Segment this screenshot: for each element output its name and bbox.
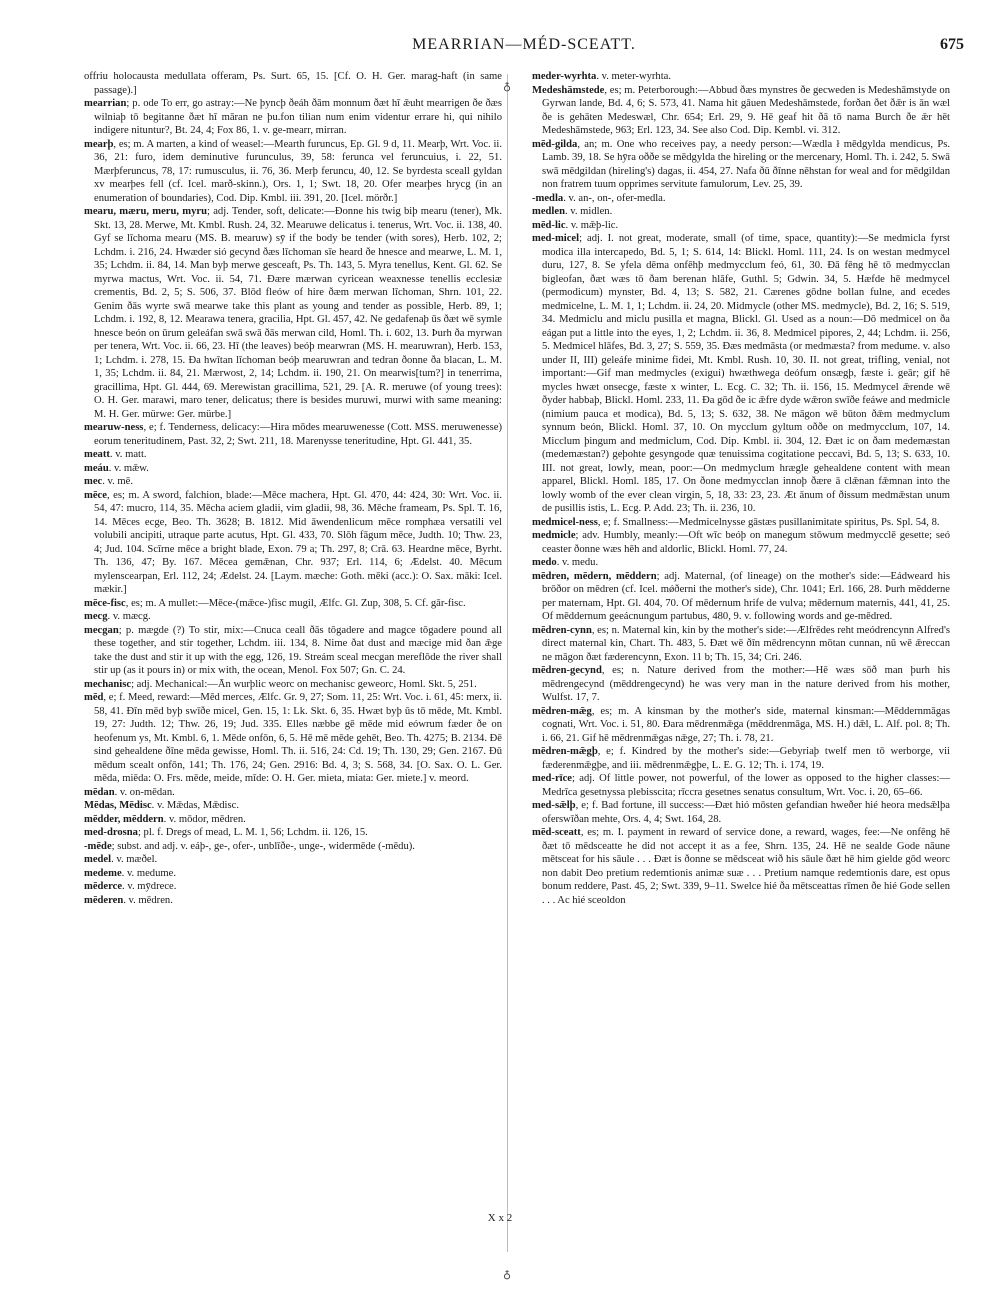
entry-headword: med-rīce [532, 773, 572, 784]
entry-text: ; adj. Tender, soft, delicate:—Ðonne his twig biþ mearu (tener), Mk. Skt. 13, 28. Merwe, Mt. Kmbl. Rush. 24, 32. Mearuwe delicatus i. tenerus, Wrt. Voc. ii. 138, 40. Gyf se līchoma mearu (MS. B. mearuw) sȳ if the body be tender (with sores), Herb. 102, 2; Lchdm. i. 216, 24. Hwæder sió gecynd ðæs līchoman sīe heard ðe hnesce and mearwe, L. M. 1, 35; Lchdm. ii. 84, 14. Man byþ merwe gesceaft, Ps. Th. 143, 5. Myra tenellus, Kent. Gl. 62. Se myrwa mactus, Wrt. Voc. ii. 54, 71. Ðære mærwan cyricean weaxnesse tenellis ecclesiæ crementis, Bd. 2, 5; S. 506, 37. Blōd fleów of hire ðæm merwan līchoman, Shrn. 101, 22. Genim ðās wyrte swā mearwe take this plant as young and tender as possible, Herb. 89, 1; Lchdm. i. 192, 8, 12. Mearawa tenera, gracilia, Hpt. Gl. 457, 42. Ne gedafenaþ ūs ðæt wē symle hnesce beón on ūrum geleáfan swā swā ðās merwan cild, Homl. Th. i. 602, 13. Þurh ða myrwan per tenera, Wrt. Voc. ii. 66, 23. Hī (the leaves) beóþ mearwran (MS. H. mearuwran), Herb. 153, 1; Lchdm. i. 278, 15. Ða hwītan līchoman beóþ mearuwran and tedran ðonne ða blacan, L. M. 1, 35; Lchdm. ii. 84, 21. Mærwost, 2, 14; Lchdm. ii. 190, 21. On mearwis[tum?] in tenerrima, gracillima, Hpt. Gl. 444, 69. Merewistan gracillima, 521, 29. [A. R. meruwe (of young trees): O. H. Ger. marawi, maro tener, delicatus; there is besides muruwi, murwi with same meaning: M. H. Ger. mürwe: Ger. mürbe.] [94, 206, 502, 420]
dictionary-entry [84, 448, 502, 462]
entry-headword: mearrian [84, 98, 127, 109]
running-title: MEARRIAN—MÉD-SCEATT. [412, 36, 636, 53]
dictionary-entry [532, 556, 950, 570]
dictionary-entry [532, 192, 950, 206]
dictionary-entry [84, 840, 502, 854]
dictionary-entry [84, 475, 502, 489]
entry-text: , e; f. Tenderness, delicacy:—Hira mōdes mearuwenesse (Cott. MSS. meruwenesse) eorum teneritudinem, Past. 32, 2; Swt. 211, 18. Marenysse teneritudine, Hpt. Gl. 441, 35. [94, 422, 502, 447]
dictionary-entry [84, 678, 502, 692]
entry-text: . v. an-, on-, ofer-medla. [563, 192, 666, 204]
entry-text: , es; m. A mullet:—Mēce-(mǣce-)fisc mugil, Ælfc. Gl. Zup, 308, 5. Cf. gār-fisc. [125, 597, 466, 609]
dictionary-entry [532, 772, 950, 799]
dictionary-entry [532, 232, 950, 516]
right-column [532, 70, 950, 907]
dictionary-entry [532, 138, 950, 192]
entry-headword: mēdren, mēdern, mēddern [532, 570, 657, 582]
entry-headword: medmicel-ness [532, 516, 598, 528]
entry-text: . v. mōdor, mēdren. [163, 813, 246, 825]
dictionary-entry [532, 84, 950, 138]
entry-text: . v. mē. [102, 476, 134, 487]
entry-text: . v. midlen. [564, 206, 613, 217]
entry-text: , es; m. A kinsman by the mother's side, maternal kinsman:—Mēddernmāgas cognati, Wrt. Voc. i. 51, 80. Ðara mēdrenmǣga (mēddrenmāga, MS. H.) dǣl, L. Alf. pol. 8; Th. i. 66, 21. Gif hē mēdrenmǣgas nǣge, 27; Th. i. 78, 21. [542, 705, 950, 744]
dictionary-entry [84, 799, 502, 813]
page-number: 675 [940, 36, 964, 53]
dictionary-entry [84, 691, 502, 786]
entry-text: ; subst. and adj. v. eáþ-, ge-, ofer-, unblīðe-, unge-, widermēde (-mēdu). [111, 840, 415, 852]
entry-headword: mearu, mæru, meru, myru [84, 206, 208, 217]
entry-headword: mechanisc [84, 678, 132, 690]
dictionary-entry [84, 826, 502, 840]
dictionary-entry [532, 570, 950, 624]
entry-headword: mēdren-mǣgþ [532, 746, 598, 757]
dictionary-entry [84, 70, 502, 97]
entry-headword: mēdren-cynn [532, 624, 592, 636]
entry-text: , e; f. Kindred by the mother's side:—Gebyriaþ twelf men tō werborge, vii fæderenmǣgþe, and iii. mēdrenmǣgþe, L. E. G. 12; Th. i. 174, 19. [542, 746, 950, 771]
entry-headword: Medeshāmstede [532, 84, 605, 96]
entry-text: . v. mæðel. [111, 854, 158, 865]
running-head [84, 36, 964, 58]
entry-headword: mearuw-ness [84, 422, 144, 433]
entry-headword: mec [84, 476, 103, 487]
entry-text: ; p. ode To err, go astray:—Ne þyncþ ðeáh ðām monnum ðæt hī ǣuht mearrigen ðe ðæs wilniaþ tō begitanne ðæt hī māran ne þu.fon tilian num enim videntur errare hi, qui nihilo indigere nituntur?, Bt. 24, 4; Fox 86, 1. v. ge-mearr, mirran. [94, 98, 502, 136]
entry-headword: mēd-gilda [532, 138, 578, 150]
entry-headword: mecg [84, 611, 108, 622]
entry-text: ; pl. f. Dregs of mead, L. M. 1, 56; Lchdm. ii. 126, 15. [137, 827, 368, 838]
dictionary-entry [532, 529, 950, 556]
entry-headword: medlen [532, 206, 565, 217]
entry-headword: mecgan [84, 624, 119, 636]
entry-headword: medeme [84, 867, 122, 879]
entry-text: , e; f. Meed, reward:—Mēd merces, Ælfc. Gr. 9, 27; Som. 11, 25: Wrt. Voc. i. 61, 45: merx, ii. 58, 41. Ðīn mēd byþ swīðe micel, Gen. 15, 1: Lk. Skt. 6, 35. Hwæt byþ ūs tō mēde, Mt. Kmbl. 19, 27: Judth. 12; Thw. 26, 19; Jud. 335. Elles næbbe gē mēde mid eówrum fæder ðe on heofenum ys, Mt. Kmbl. 6, 1. Mēde onfōn, 6, 5. Hē mē mēde gehēt, Beo. Th. 4275; B. 2134. Ðē sind gehealdene ðīne mēda gewisse, Homl. Th. ii. 516, 24: Cd. 19; Th. 130, 29; Gen. 2167. Ðū mēdum scealt onfōn, 141; Th. 176, 24; Gen. 2916: Bd. 4, 3; S. 568, 34. [O. Sax. O. L. Ger. mēda, miēda: O. Frs. mēde, meide, mīde: O. H. Ger. mieta, miata: Ger. miete.] v. meord. [94, 692, 502, 784]
entry-text: , es; m. Peterborough:—Abbud ðæs mynstres ðe gecweden is Medeshāmstyde on Gyrwan lande, Bd. 4, 6; S. 573, 41. Nama hit gāuen Medeshāmstede, forðan ðet ðǣr is ān wæl ðe is gehāten Medeswæl, Chr. 654; Erl. 29, 9. Hē geaf hit ðā tō nama Burch ðe ǣr hēt Medeshāmstede, 963; Erl. 123, 34. See also Cod. Dip. Kembl. vi. 312. [542, 84, 950, 136]
entry-headword: med-drosna [84, 827, 138, 838]
entry-text: ; adv. Humbly, meanly:—Oft wīc beóþ on manegum stōwum medmycclē gesette; seó ceaster ðonne wæs hēh and aldorlic, Blickl. Homl. 77, 24. [542, 530, 950, 555]
gutter-ornament-icon: ♁ [502, 1269, 512, 1281]
entry-text: ; p. mægde (?) To stir, mix:—Cnuca ceall ðās tōgadere and magce tōgadere pound all these together, and stir together, Lchdm. iii. 134, 8. Nime ðat dust and mæcige mid ðan ǣge take the dust and stir it up with the egg, 126, 19. Streám sceal mecgan mereflōde the river shall stir up (as it pours in) or mix with, the ocean, Menol. Fox 507; Gn. C. 24. [94, 624, 502, 676]
entry-headword: med-sǣlþ [532, 800, 576, 811]
entry-text: , es; n. Maternal kin, kin by the mother's side:—Ælfrēdes reht meódrencynn Alfred's direct maternal kin, Chart. Th. 483, 5. Ðæt wē ðīn mēdrencynn mōtan cunnan, nū wē ǣreccan ne māgon ðæt fæderencynn, Exon. 11 b; Th. 15, 34; Cri. 246. [542, 624, 950, 663]
entry-headword: mēce [84, 489, 107, 501]
entry-headword: mēd-lic [532, 219, 566, 231]
entry-text: , es; n. Nature derived from the mother:—Hē wæs sōð man þurh his mēdrengecynd (mēddrengecynd) he was very man in the nature derived from his mother, Wulfst. 17, 7. [542, 665, 950, 703]
entry-headword: mēderce [84, 881, 123, 892]
dictionary-entry [84, 97, 502, 138]
dictionary-entry [84, 853, 502, 867]
dictionary-entry [84, 597, 502, 611]
entry-text: , an; m. One who receives pay, a needy person:—Wædla ł mēdgylda mendicus, Ps. Lamb. 39, 18. Se hȳra oððe se mēdgylda the hireling or the mercenary, Homl. Th. i. 242, 5. Swā swā mēdgildan (hireling's) dagas, ii. 454, 27. Nafa ðū ðīnne nēhstan for weal and for mēdgildan non fratrem tuum opprimes servitute famulorum, Lev. 25, 39. [542, 138, 950, 190]
entry-text: ; adj. Maternal, (of lineage) on the mother's side:—Eádweard his brōðor on mēdren (cf. Icel. mǿðerni the mother's side), Chr. 1041; Erl. 166, 28. Þurh mēdderne per maternam, Hpt. Gl. 404, 70. Of mēdernum hrife de vulva; mēdernum maternis, 441, 41, 25. Of mēddernum geeácnungum partubus, 480, 9. v. following words and ge-mēdred. [542, 570, 950, 622]
dictionary-entry [532, 826, 950, 907]
entry-headword: mēdren-mǣg [532, 705, 592, 717]
entry-headword: -mēde [84, 840, 112, 852]
entry-text: . v. mǣþ-lic. [565, 219, 619, 231]
entry-text: , e; f. Bad fortune, ill success:—Ðæt hió mōsten gefandian hweðer hié heora medsǣlþa oferswīðan mehte, Ors. 4, 4; Swt. 164, 28. [542, 800, 950, 825]
dictionary-entry [84, 489, 502, 597]
entry-headword: meáu [84, 462, 109, 474]
entry-headword: mearþ [84, 138, 114, 150]
dictionary-entry [532, 664, 950, 705]
dictionary-entry [84, 813, 502, 827]
gutter-ornament-icon: ♁ [502, 81, 512, 93]
entry-headword: mēdder, mēddern [84, 813, 164, 825]
dictionary-entry [532, 205, 950, 219]
dictionary-entry [532, 705, 950, 746]
entry-text: , es; m. I. payment in reward of service done, a reward, wages, fee:—Ne onfēng hē ðæt tō mēdsceatte he did not accept it as a fee, Shrn. 135, 24. Hē ne sealde Gode nāune mētsceat for his sāule . . . Ðæt is ðonne se mēdsceat wið his sāule ðæt hē him gielde gōd weorc non dabit Deo pretium redemtionis animæ suæ . . . Pretium namque redemtionis dare, est opus bonum reddere, Past. 45, 2; Swt. 339, 9–11. Swelce hié ða mētsceattas rīmen ðe hié Gode sellen . . . Ac hié sceoldon [542, 827, 950, 906]
entry-headword: mēd-sceatt [532, 827, 581, 838]
entry-text: ; adj. I. not great, moderate, small (of time, space, quantity):—Se medmicla fyrst modica illa intercapedo, Bd. 5, 1; S. 614, 14: Blickl. Homl. 111, 24. Is on westan medmycel duru, 127, 8. Se yfela dēma onfēhþ medmycclum feó, 61, 30. Ðā fēng hē tō medmycclan bigleofan, ðæt wæs tō ðam berenan hlāfe, Guthl. 5; Gdwin. 34, 5. Hæfde hē medmycel (permodicum) mynster, Bd. 4, 13; S. 582, 21. Cærenes gōdne bollan fulne, and ecedes medmicelne, L. M. 1, 1; Lchdm. ii. 24, 20. Midmycle (other MS. medmycle), Bd. 2, 16; S. 519, 34. Medmiclu and miclu pusilla et magna, Blickl. Gl. Used as a noun:—Dō medmicel on ða eágan put a little into the eyes, 1, 2; Lchdm. ii. 36, 8. Medmicel pipores, 2, 44; Lchdm. ii. 256, 5. Medmicel hlāfes, Bd. 3, 27; S. 559, 35. Ðæs medmāsta (or medmæsta? from medume. v. also under II, III) geleáfe minime fidei, Mt. Kmbl. Rush. 10, 30. II. not great, trifling, venial, not important:—Gif man medmycles (exigui) hwæthwega deófum onsægþ, fæste i. geār; gif hē mycles hwæt onsecge, fæste x winter, L. Ecg. C. 32; Th. ii. 156, 15. Medmycel ǣrende wē ðyder habbaþ, Blickl. Homl. 233, 11. Ða gōd ðe ic ǣfre dyde wǣron swīðe feáwe and medmicle (nimium pauca et modica), Bd. 5, 13; S. 632, 38. Ne māgon wē būton ðǣm medmyclum synnum beón, Blickl. Homl. 37, 10. On mycclum gyltum oððe on medmycclum, 107, 14. Micclum þingum and medmiclum, Cod. Dip. Kmbl. ii. 304, 12. Ðæt ic on ðam medemæstan (medemæstan?) geþohte gesyngode quæ tenuissima cogitatione peccavi, Bd. 5, 13; S. 633, 10. III. not great, lowly, mean, poor:—On medmyclum hrægle gehealdene content with mean apparel, Blickl. Homl. 185, 17. On ðone medmycclan innoþ ðære ā clǣnan fǣmnan into the lowly womb of the ever clean virgin, 5, 18, 33: 23, 23. Æt ānum of ðissum medmǣstan unum de pusillis istis, L. Ecg. P. Add. 23; Th. ii. 236, 10. [542, 233, 950, 514]
dictionary-entry [532, 70, 950, 84]
entry-headword: mēdan [84, 786, 115, 798]
dictionary-entry [84, 624, 502, 678]
entry-headword: -medla [532, 192, 564, 204]
dictionary-entry [84, 138, 502, 206]
entry-headword: medel [84, 854, 112, 865]
dictionary-entry [84, 786, 502, 800]
dictionary-entry [84, 880, 502, 894]
entry-headword: mēd [84, 692, 104, 703]
entry-text: ; adj. Mechanical:—Ān wurþlic weorc on mechanisc geweorc, Homl. Skt. 5, 251. [131, 678, 477, 690]
dictionary-entry [532, 745, 950, 772]
entry-headword: meatt [84, 449, 110, 460]
left-column [84, 70, 502, 907]
dictionary-entry [84, 894, 502, 908]
entry-text: , e; f. Smallness:—Medmicelnysse gāstæs pusillanimitate spiritus, Ps. Spl. 54, 8. [597, 516, 940, 528]
entry-text: offriu holocausta medullata offeram, Ps. Surt. 65, 15. [Cf. O. H. Ger. marag-haft (in same passage).] [84, 71, 502, 96]
entry-text: . v. mǣw. [108, 462, 149, 474]
entry-text: , es; m. A sword, falchion, blade:—Mēce machera, Hpt. Gl. 470, 44: 424, 30: Wrt. Voc. ii. 54, 47: mucro, 114, 35. Mēcha aciem gladii, vim gladii, 98, 36. Mēche frameam, Ps. Spl. T. 16, 14. Mēces ecge, Beo. Th. 3628; B. 1812. Mid āwendenlicum mēce romphæa versatili vel volubili ancipiti, utraque parte acutus, Hpt. Gl. 433, 70. Slōh fāgum mēce, Judth. 10; Thw. 23, 4; Jud. 104. Scīrne mēce a bright blade, Exon. 79 a; Th. 297, 8; Crā. 63. Heardne mēce, Byrht. Th. 136, 47; By. 167. Mēcea gemǣnan, Chr. 937; Erl. 114, 6; Ædelst. 40. Mēcum mylenscearpan, Erl. 112, 24; Ædelst. 24. [Laym. mæche: Goth. mēki (acc.): O. Sax. māki: Icel. mækir.] [94, 489, 502, 595]
column-rule [507, 74, 508, 1252]
entry-text: . v. medume. [121, 867, 176, 879]
entry-headword: mēce-fisc [84, 597, 126, 609]
entry-headword: med-micel [532, 233, 580, 244]
dictionary-entry [84, 205, 502, 421]
entry-text: . v. medu. [556, 557, 599, 568]
entry-text: . v. mȳdrece. [122, 881, 177, 892]
dictionary-entry [532, 219, 950, 233]
entry-headword: medmicle [532, 530, 576, 541]
dictionary-entry [532, 624, 950, 665]
entry-text: . v. meter-wyrhta. [596, 71, 672, 82]
signature-mark: X x 2 [487, 1212, 513, 1224]
entry-text: , es; m. A marten, a kind of weasel:—Mearth furuncus, Ep. Gl. 9 d, 11. Mearþ, Wrt. Voc. ii. 36, 21: furo, idem deminutive furunculus, 39, 58: ferunca vel feruncuius, i. 22, 51. Mærþferuncus, 78, 17: rumusculus, ii. 76, 36. Merþ feruncu, 40, 12. Se byrdesta sceall gyldan xv mearþes fell (cf. Icel. marð-skinn.), Ors. 1, 1; Swt. 18, 20. Ofer mearþes hrycg (in an enumeration of boundaries), Cod. Dip. Kmbl. iii. 391, 20. [Icel. mörðr.] [94, 138, 502, 204]
entry-text: ; adj. Of little power, not powerful, of the lower as opposed to the higher classes:—Medrīca gesetnyssa plebisscita; rīccra gesetnes senatus consultum, Wrt. Voc. i. 20, 65–66. [542, 773, 950, 798]
entry-text: . v. matt. [109, 449, 147, 460]
entry-text: . v. mēdren. [123, 894, 173, 906]
entry-headword: meder-wyrhta [532, 71, 597, 82]
entry-headword: medo [532, 557, 557, 568]
dictionary-entry [532, 516, 950, 530]
dictionary-entry [84, 867, 502, 881]
entry-text: . v. Mǣdas, Mǣdisc. [151, 800, 239, 811]
dictionary-entry [532, 799, 950, 826]
entry-text: . v. mæcg. [107, 611, 151, 622]
entry-text: . v. on-mēdan. [114, 786, 175, 798]
dictionary-entry [84, 610, 502, 624]
entry-headword: mēderen [84, 894, 124, 906]
dictionary-entry [84, 421, 502, 448]
entry-headword: Mēdas, Mēdisc [84, 800, 152, 811]
entry-headword: mēdren-gecynd [532, 665, 602, 676]
dictionary-entry [84, 462, 502, 476]
